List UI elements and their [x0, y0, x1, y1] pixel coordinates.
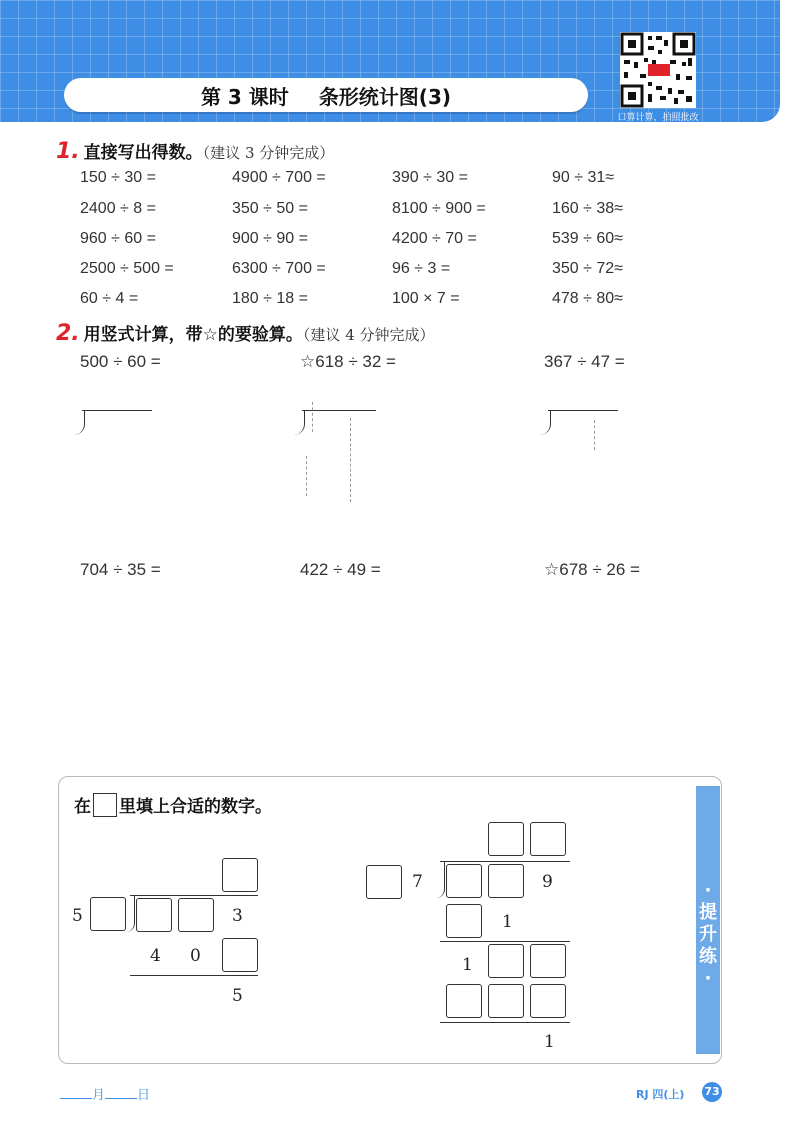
mental-math-expr: 8100 ÷ 900 =: [392, 200, 486, 217]
digit-box[interactable]: [530, 944, 566, 978]
mental-math-expr: 478 ÷ 80≈: [552, 290, 623, 307]
mental-math-expr: 60 ÷ 4 =: [80, 290, 139, 307]
long-division-problem: ☆618 ÷ 32 =: [300, 352, 396, 371]
long-division-problem: ☆678 ÷ 26 =: [544, 560, 640, 579]
book-label: RJ 四(上): [636, 1088, 685, 1101]
section2-instruction: 用竖式计算，带☆的要验算。: [83, 325, 303, 345]
digit-box[interactable]: [488, 984, 524, 1018]
digit-box[interactable]: [446, 984, 482, 1018]
mental-math-expr: 160 ÷ 38≈: [552, 200, 623, 217]
puzzle-digit: 1: [544, 1032, 555, 1052]
mental-math-expr: 350 ÷ 72≈: [552, 260, 623, 277]
mental-math-expr: 2400 ÷ 8 =: [80, 200, 156, 217]
division-bracket: [436, 862, 445, 898]
digit-box[interactable]: [222, 858, 258, 892]
subtraction-line: [130, 975, 258, 976]
digit-box[interactable]: [446, 904, 482, 938]
digit-box[interactable]: [366, 865, 402, 899]
mental-math-expr: 150 ÷ 30 =: [80, 169, 156, 186]
guide-dash: [306, 456, 307, 496]
mental-math-expr: 900 ÷ 90 =: [232, 230, 308, 247]
digit-box[interactable]: [488, 822, 524, 856]
long-division-problem: 367 ÷ 47 =: [544, 352, 625, 371]
blank-box-icon: [93, 793, 117, 817]
division-bracket-line: [130, 895, 258, 896]
long-division-problem: 500 ÷ 60 =: [80, 352, 161, 371]
division-bracket-line: [440, 861, 570, 862]
division-bracket-line: [302, 410, 376, 411]
mental-math-expr: 4200 ÷ 70 =: [392, 230, 477, 247]
puzzle-digit: 7: [412, 872, 423, 892]
division-bracket: [74, 411, 85, 435]
digit-box[interactable]: [90, 897, 126, 931]
day-label: 日: [137, 1088, 151, 1103]
puzzle-digit: 9: [542, 872, 553, 892]
mental-math-expr: 350 ÷ 50 =: [232, 200, 308, 217]
section2-number: 2.: [56, 321, 80, 346]
digit-box[interactable]: [136, 898, 172, 932]
month-label: 月: [92, 1088, 106, 1103]
lesson-number: 第 3 课时: [200, 84, 289, 109]
section1-number: 1.: [56, 139, 80, 164]
mental-math-expr: 6300 ÷ 700 =: [232, 260, 326, 277]
mental-math-expr: 180 ÷ 18 =: [232, 290, 308, 307]
mental-math-expr: 539 ÷ 60≈: [552, 230, 623, 247]
division-bracket-line: [82, 410, 152, 411]
guide-dash: [594, 420, 595, 450]
division-bracket: [540, 411, 551, 435]
lesson-title: 条形统计图(3): [318, 84, 452, 109]
mental-math-expr: 100 × 7 =: [392, 290, 460, 307]
month-blank[interactable]: [60, 1098, 92, 1099]
division-bracket-line: [548, 410, 618, 411]
puzzle-digit: 5: [232, 986, 243, 1006]
digit-box[interactable]: [530, 984, 566, 1018]
puzzle-title-after: 里填上合适的数字。: [119, 797, 272, 817]
division-bracket: [126, 896, 135, 932]
lesson-title-bar: [64, 78, 588, 112]
digit-box[interactable]: [178, 898, 214, 932]
section1-title: [56, 138, 334, 164]
puzzle-title-before: 在: [74, 797, 91, 817]
puzzle-title: [74, 792, 272, 817]
long-division-problem: 704 ÷ 35 =: [80, 560, 161, 579]
digit-box[interactable]: [488, 864, 524, 898]
digit-box[interactable]: [446, 864, 482, 898]
mental-math-expr: 2500 ÷ 500 =: [80, 260, 174, 277]
section2-hint: （建议 4 分钟完成）: [302, 326, 435, 344]
puzzle-digit: 1: [462, 955, 473, 975]
mental-math-expr: 90 ÷ 31≈: [552, 169, 615, 186]
subtraction-line: [440, 1022, 570, 1023]
long-division-problem: 422 ÷ 49 =: [300, 560, 381, 579]
day-blank[interactable]: [105, 1098, 137, 1099]
mental-math-expr: 4900 ÷ 700 =: [232, 169, 326, 186]
side-label: ·提升练·: [699, 880, 717, 989]
date-field: [60, 1084, 150, 1103]
puzzle-digit: 3: [232, 906, 243, 926]
subtraction-line: [440, 941, 570, 942]
mental-math-expr: 96 ÷ 3 =: [392, 260, 451, 277]
guide-dash: [312, 402, 313, 432]
digit-box[interactable]: [222, 938, 258, 972]
section1-instruction: 直接写出得数。: [83, 143, 203, 163]
mental-math-expr: 390 ÷ 30 =: [392, 169, 468, 186]
puzzle-digit: 0: [190, 946, 201, 966]
division-bracket: [294, 411, 305, 435]
puzzle-digit: 1: [502, 912, 513, 932]
page-number: 73: [702, 1082, 722, 1102]
puzzle-digit: 4: [150, 946, 161, 966]
digit-box[interactable]: [530, 822, 566, 856]
section1-hint: （建议 3 分钟完成）: [202, 144, 335, 162]
digit-box[interactable]: [488, 944, 524, 978]
qr-code-icon[interactable]: [620, 32, 696, 108]
mental-math-expr: 960 ÷ 60 =: [80, 230, 156, 247]
qr-caption: 口算计算，拍照批改: [617, 113, 699, 123]
section2-title: [56, 320, 435, 346]
puzzle-digit: 5: [72, 906, 83, 926]
guide-dash: [350, 418, 351, 502]
